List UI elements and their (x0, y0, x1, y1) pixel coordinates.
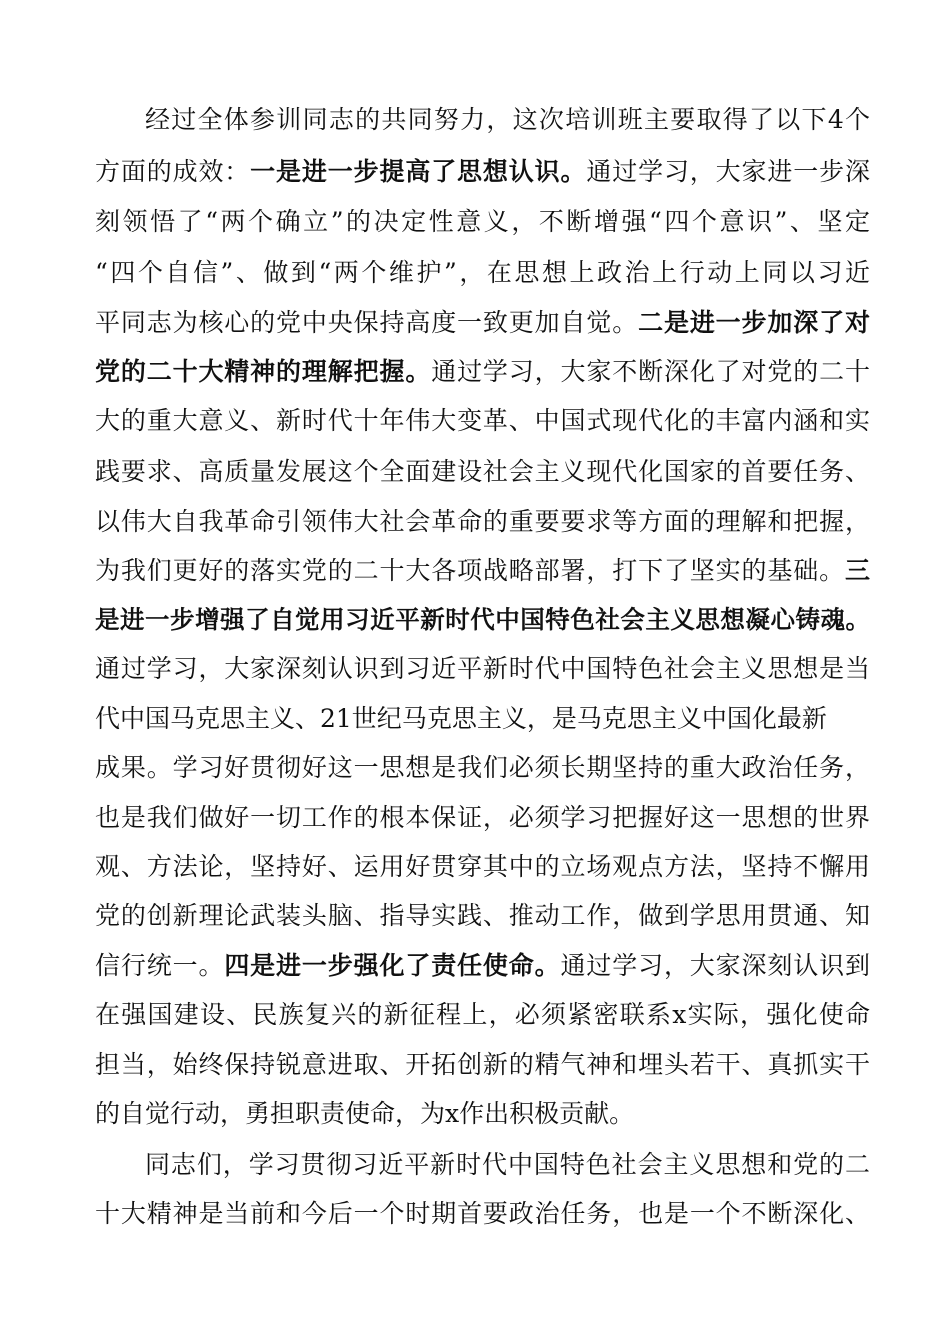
bold-heading: 四是进一步强化了责任使命。 (224, 951, 561, 980)
text-line (95, 604, 870, 636)
text-line: 平同志为核心的党中央保持高度一致更加自觉。二是进一步加深了对 (95, 308, 870, 337)
text-line: 同志们，学习贯彻习近平新时代中国特色社会主义思想和党的二 (145, 1150, 870, 1179)
text-line: 也是我们做好一切工作的根本保证，必须学习把握好这一思想的世界 (95, 803, 870, 832)
text-line: 为我们更好的落实党的二十大各项战略部署，打下了坚实的基础。三 (95, 556, 870, 585)
bold-heading: 一是进一步提高了思想认识。 (250, 157, 587, 186)
text-line: 刻领悟了“两个确立”的决定性意义，不断增强“四个意识”、坚定 (95, 207, 870, 236)
text-line: 的自觉行动，勇担职责使命，为x作出积极贡献。 (95, 1099, 635, 1128)
text-line: 践要求、高质量发展这个全面建设社会主义现代化国家的首要任务、 (95, 457, 870, 486)
text-line: 代中国马克思主义、21世纪马克思主义，是马克思主义中国化最新 (95, 704, 827, 733)
text-line: 担当，始终保持锐意进取、开拓创新的精气神和埋头若干、真抓实干 (95, 1050, 870, 1079)
text-line: 观、方法论，坚持好、运用好贯穿其中的立场观点方法，坚持不懈用 (95, 852, 870, 881)
text-line: 信行统一。四是进一步强化了责任使命。通过学习，大家深刻认识到 (95, 951, 870, 980)
text-line: 通过学习，大家深刻认识到习近平新时代中国特色社会主义思想是当 (95, 654, 870, 683)
bold-heading: 二是进一步加深了对 (638, 308, 870, 337)
bold-heading: 三 (844, 556, 870, 585)
text-line: 以伟大自我革命引领伟大社会革命的重要要求等方面的理解和把握， (95, 507, 870, 536)
text-line: 方面的成效：一是进一步提高了思想认识。通过学习，大家进一步深 (95, 157, 870, 186)
text-line: 党的创新理论武装头脑、指导实践、推动工作，做到学思用贯通、知 (95, 901, 870, 930)
bold-heading: 党的二十大精神的理解把握。 (95, 357, 432, 386)
bold-heading: 是进一步增强了自觉用习近平新时代中国特色社会主义思想凝心铸魂。 (95, 605, 870, 634)
text-line: “四个自信”、做到“两个维护”，在思想上政治上行动上同以习近 (95, 258, 870, 287)
text-line: 十大精神是当前和今后一个时期首要政治任务，也是一个不断深化、 (95, 1199, 870, 1228)
text-line: 在强国建设、民族复兴的新征程上，必须紧密联系x实际，强化使命 (95, 1000, 870, 1029)
text-line: 成果。学习好贯彻好这一思想是我们必须长期坚持的重大政治任务， (95, 753, 870, 782)
text-line: 党的二十大精神的理解把握。通过学习，大家不断深化了对党的二十 (95, 357, 870, 386)
text-line: 大的重大意义、新时代十年伟大变革、中国式现代化的丰富内涵和实 (95, 406, 870, 435)
text-line: 经过全体参训同志的共同努力，这次培训班主要取得了以下4个 (145, 105, 870, 134)
